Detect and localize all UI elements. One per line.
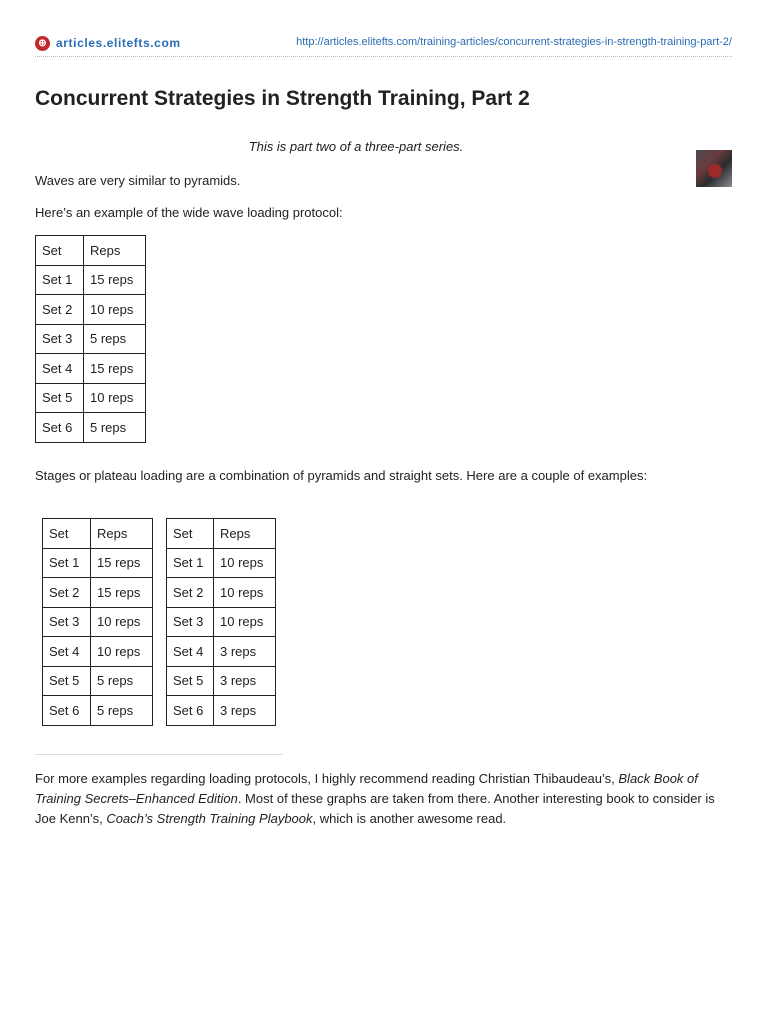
table-row bbox=[36, 324, 146, 354]
paragraph-stages: Stages or plateau loading are a combination of pyramids and straight sets. Here are a couple of examples: bbox=[35, 468, 648, 483]
set-cell: Set 4 bbox=[167, 637, 214, 667]
set-cell: Set 2 bbox=[36, 295, 84, 325]
article-title: Concurrent Strategies in Strength Training, Part 2 bbox=[35, 87, 530, 110]
table-row bbox=[43, 666, 153, 696]
table-row bbox=[43, 637, 153, 667]
reps-cell: 15 reps bbox=[91, 578, 153, 608]
set-cell: Set 6 bbox=[43, 696, 91, 726]
set-cell: Set bbox=[36, 236, 84, 266]
section-divider bbox=[35, 754, 283, 755]
table-row bbox=[43, 578, 153, 608]
table-row bbox=[43, 696, 153, 726]
table-row bbox=[36, 265, 146, 295]
table-header-row bbox=[167, 519, 276, 549]
reps-cell: 15 reps bbox=[84, 265, 146, 295]
reps-cell: Reps bbox=[214, 519, 276, 549]
stage-loading-table-b bbox=[166, 518, 276, 726]
wave-loading-table bbox=[35, 235, 146, 443]
elitefts-logo-icon[interactable]: ⊕ bbox=[35, 36, 50, 51]
table-row bbox=[167, 578, 276, 608]
set-cell: Set 5 bbox=[43, 666, 91, 696]
set-cell: Set 4 bbox=[36, 354, 84, 384]
page-header bbox=[35, 35, 732, 55]
table-row bbox=[43, 548, 153, 578]
paragraph-waves: Waves are very similar to pyramids. bbox=[35, 173, 241, 188]
recommendation-text: . Most of these graphs are taken from there. Another interesting book to consider is Joe Kenn’s, bbox=[35, 791, 715, 826]
set-cell: Set 3 bbox=[167, 607, 214, 637]
reps-cell: 10 reps bbox=[214, 607, 276, 637]
set-cell: Set 5 bbox=[167, 666, 214, 696]
table-row bbox=[167, 696, 276, 726]
table-row bbox=[36, 383, 146, 413]
paragraph-recommendations bbox=[35, 769, 733, 829]
book-title-playbook: Coach’s Strength Training Playbook bbox=[106, 811, 313, 826]
set-cell: Set 1 bbox=[167, 548, 214, 578]
reps-cell: 10 reps bbox=[84, 295, 146, 325]
table-row bbox=[43, 607, 153, 637]
set-cell: Set 6 bbox=[167, 696, 214, 726]
table-row bbox=[167, 637, 276, 667]
table-row bbox=[167, 548, 276, 578]
reps-cell: 5 reps bbox=[84, 413, 146, 443]
reps-cell: 3 reps bbox=[214, 696, 276, 726]
table-row bbox=[36, 354, 146, 384]
header-divider bbox=[35, 56, 732, 57]
reps-cell: 15 reps bbox=[91, 548, 153, 578]
reps-cell: 3 reps bbox=[214, 666, 276, 696]
set-cell: Set 6 bbox=[36, 413, 84, 443]
set-cell: Set bbox=[43, 519, 91, 549]
reps-cell: 5 reps bbox=[91, 666, 153, 696]
article-url-link[interactable]: http://articles.elitefts.com/training-articles/concurrent-strategies-in-strength-training-part-2/ bbox=[296, 36, 732, 48]
reps-cell: 10 reps bbox=[91, 637, 153, 667]
reps-cell: 15 reps bbox=[84, 354, 146, 384]
article-subtitle: This is part two of a three-part series. bbox=[248, 139, 464, 154]
reps-cell: 3 reps bbox=[214, 637, 276, 667]
reps-cell: Reps bbox=[91, 519, 153, 549]
table-row bbox=[167, 666, 276, 696]
recommendation-text: , which is another awesome read. bbox=[312, 811, 507, 826]
site-name-link[interactable]: articles.elitefts.com bbox=[56, 36, 181, 50]
set-cell: Set 3 bbox=[43, 607, 91, 637]
reps-cell: 10 reps bbox=[214, 548, 276, 578]
table-header-row bbox=[43, 519, 153, 549]
set-cell: Set 2 bbox=[43, 578, 91, 608]
recommendation-text: For more examples regarding loading protocols, I highly recommend reading Christian Thibaudeau’s, bbox=[35, 771, 619, 786]
set-cell: Set 5 bbox=[36, 383, 84, 413]
table-row bbox=[36, 413, 146, 443]
book-title-black-book: Black Book of Training Secrets–Enhanced Edition bbox=[35, 771, 698, 806]
reps-cell: Reps bbox=[84, 236, 146, 266]
set-cell: Set 2 bbox=[167, 578, 214, 608]
reps-cell: 5 reps bbox=[84, 324, 146, 354]
paragraph-wave-example: Here’s an example of the wide wave loading protocol: bbox=[35, 205, 343, 220]
reps-cell: 5 reps bbox=[91, 696, 153, 726]
table-row bbox=[167, 607, 276, 637]
set-cell: Set 1 bbox=[36, 265, 84, 295]
table-header-row bbox=[36, 236, 146, 266]
set-cell: Set bbox=[167, 519, 214, 549]
reps-cell: 10 reps bbox=[84, 383, 146, 413]
stage-loading-table-a bbox=[42, 518, 153, 726]
set-cell: Set 3 bbox=[36, 324, 84, 354]
table-row bbox=[36, 295, 146, 325]
reps-cell: 10 reps bbox=[214, 578, 276, 608]
set-cell: Set 1 bbox=[43, 548, 91, 578]
reps-cell: 10 reps bbox=[91, 607, 153, 637]
set-cell: Set 4 bbox=[43, 637, 91, 667]
